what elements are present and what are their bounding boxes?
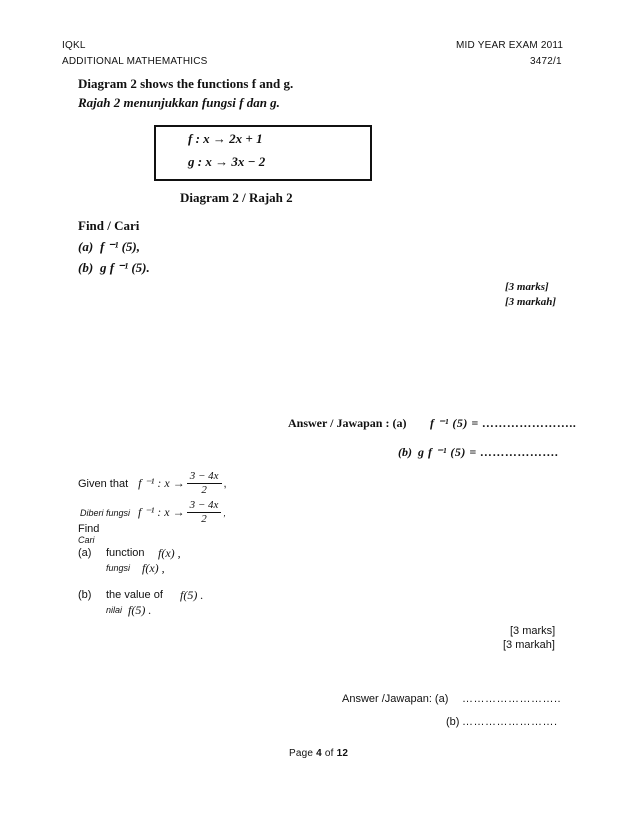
header-subject: ADDITIONAL MATHEMATHICS (62, 56, 208, 67)
footer-page-prefix: Page (289, 748, 314, 759)
q2-part-a-en: function (106, 547, 145, 559)
q1-marks-en: [3 marks] (505, 281, 549, 293)
q1-part-a-label: (a) (78, 239, 94, 254)
q2-given-ms: Diberi fungsi (80, 507, 131, 518)
q2-trail-ms: , (223, 507, 226, 518)
q1-answer-b-label: (b) (398, 445, 412, 459)
q1-intro-ms: Rajah 2 menunjukkan fungsi f dan g. (78, 95, 280, 110)
q2-part-b-en-expr: f(5) . (180, 588, 204, 602)
function-definition-box (154, 125, 372, 181)
diagram-caption: Diagram 2 / Rajah 2 (180, 190, 293, 205)
q2-fraction (187, 470, 222, 497)
q2-fraction-ms-denominator: 2 (201, 513, 207, 525)
footer-page-total: 12 (336, 748, 349, 759)
q1-part-b-label: (b) (78, 260, 94, 275)
q1-answer-label: Answer / Jawapan : (a) (288, 416, 407, 430)
q2-marks-ms: [3 markah] (503, 639, 555, 651)
footer-page-num: 4 (316, 748, 322, 759)
q1-answer-a: f ⁻¹ (5) = ………………….. (430, 416, 577, 430)
function-f-definition: f : x → 2x + 1 (188, 131, 263, 146)
q2-answer-b-dots: ……………………. (462, 716, 558, 728)
q2-part-b-ms-expr: f(5) . (128, 603, 152, 617)
q2-find-en: Find (78, 523, 100, 535)
q1-find: Find / Cari (78, 218, 140, 233)
q2-inverse-map: f ⁻¹ : x → (138, 476, 185, 490)
q2-part-a-en-expr: f(x) , (158, 546, 181, 560)
q2-fraction-numerator: 3 − 4x (187, 470, 222, 484)
q2-given-en-line (78, 470, 227, 497)
q1-part-b-expr: g f ⁻¹ (5). (100, 260, 150, 275)
q2-answer-b-label: (b) (446, 716, 460, 728)
q2-part-a-ms-expr: f(x) , (142, 561, 165, 575)
q2-inverse-map-ms: f ⁻¹ : x → (138, 505, 185, 519)
q2-fraction-ms (187, 499, 222, 526)
q2-part-b-ms: nilai (106, 605, 123, 615)
q2-answer-label: Answer /Jawapan: (a) (342, 693, 449, 705)
q2-part-a-ms: fungsi (106, 563, 131, 573)
header-code: 3472/1 (530, 56, 562, 67)
q1-part-a-expr: f ⁻¹ (5), (100, 239, 140, 254)
q2-fraction-ms-numerator: 3 − 4x (187, 499, 222, 513)
q2-fraction-denominator: 2 (201, 484, 207, 496)
header-exam: MID YEAR EXAM 2011 (456, 40, 564, 51)
q2-given-en: Given that (78, 477, 129, 490)
q2-find-ms: Cari (78, 535, 95, 545)
header-school: IQKL (62, 40, 86, 51)
q2-given-ms-line (80, 499, 226, 526)
q2-part-b-en: the value of (106, 589, 163, 601)
function-g-definition: g : x → 3x − 2 (188, 154, 266, 169)
q2-trail: , (223, 477, 227, 490)
q2-part-b-label: (b) (78, 589, 92, 601)
q2-marks-en: [3 marks] (510, 625, 556, 637)
page-number-footer (289, 748, 348, 759)
q1-marks-ms: [3 markah] (505, 296, 557, 308)
footer-page-of: of (324, 748, 334, 759)
q1-answer-b: g f ⁻¹ (5) = ………………. (418, 445, 559, 459)
q1-intro-en: Diagram 2 shows the functions f and g. (78, 76, 294, 91)
q2-answer-a-dots: …………………….. (462, 693, 562, 705)
q2-part-a-label: (a) (78, 547, 92, 559)
